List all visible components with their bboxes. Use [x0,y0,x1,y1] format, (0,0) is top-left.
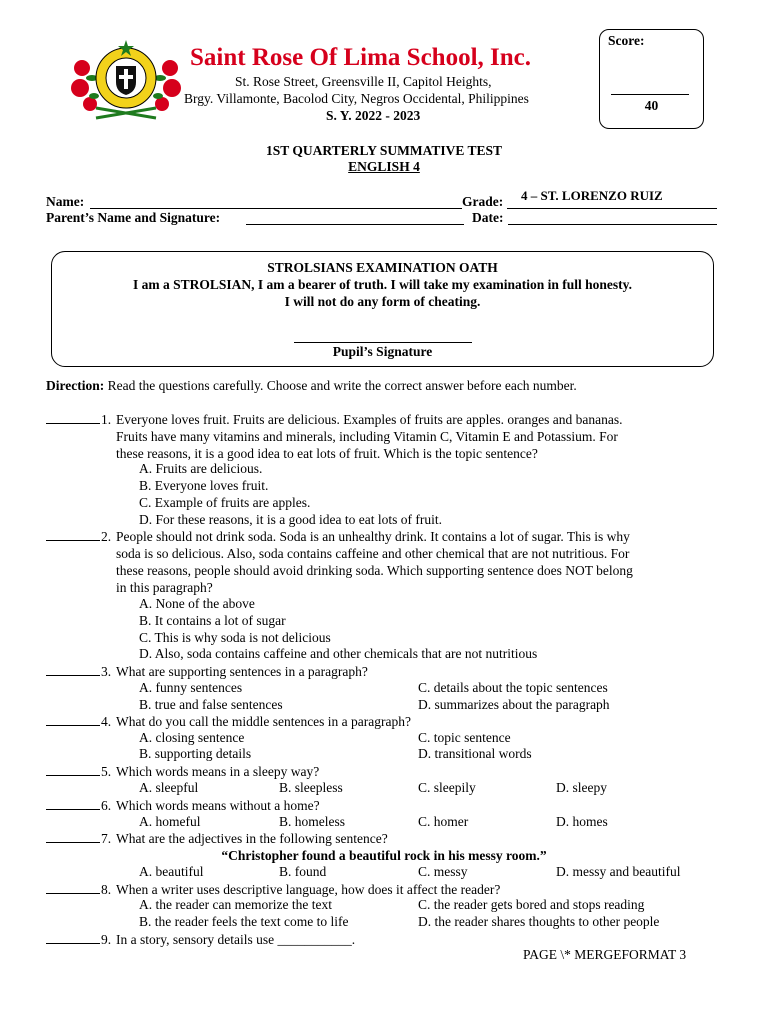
question-text-line: In a story, sensory details use ___________. [116,932,356,947]
date-label: Date: [472,210,504,225]
question-text-line: When a writer uses descriptive language, how does it affect the reader? [116,882,501,897]
question-number: 9. [101,932,112,947]
answer-option: A. sleepful [139,780,199,795]
question-1 [46,411,111,428]
question-text-line: Everyone loves fruit. Fruits are delicious. Examples of fruits are apples. oranges and bananas. [116,412,623,427]
question-text-line: People should not drink soda. Soda is an unhealthy drink. It contains a lot of sugar. This is why [116,529,630,544]
answer-option: A. the reader can memorize the text [139,897,333,912]
answer-option: C. sleepily [418,780,476,795]
test-subject-text: ENGLISH 4 [348,159,420,174]
question-text-line: Which words means in a sleepy way? [116,764,320,779]
test-title: 1ST QUARTERLY SUMMATIVE TEST [266,143,502,158]
pupil-signature-line[interactable] [294,342,472,343]
direction [46,377,577,394]
question-text-line: Which words means without a home? [116,798,320,813]
address-line-2: Brgy. Villamonte, Bacolod City, Negros Occidental, Philippines [184,91,529,106]
parent-signature-field[interactable] [246,210,464,225]
question-text-line: these reasons, people should avoid drinking soda. Which supporting sentence does NOT belong [116,563,633,578]
question-text-line: What are supporting sentences in a paragraph? [116,664,368,679]
name-label: Name: [46,194,85,209]
grade-label: Grade: [462,194,504,209]
score-box [599,29,704,129]
question-text-line: in this paragraph? [116,580,213,595]
question-number: 6. [101,798,112,813]
direction-text: Read the questions carefully. Choose and write the correct answer before each number. [104,378,577,393]
address-line-1: St. Rose Street, Greensville II, Capitol Heights, [235,74,492,89]
school-year: S. Y. 2022 - 2023 [326,108,421,123]
school-logo [70,38,182,122]
answer-blank[interactable] [46,763,100,776]
answer-option: C. details about the topic sentences [418,680,608,695]
question-9 [46,931,111,948]
score-total: 40 [644,98,659,113]
examination-oath-box [51,251,714,367]
answer-blank[interactable] [46,713,100,726]
answer-option: B. the reader feels the text come to life [139,914,349,929]
grade-value: 4 – ST. LORENZO RUIZ [521,188,663,203]
question-text-line: What are the adjectives in the following sentence? [116,831,388,846]
oath-line-1: I am a STROLSIAN, I am a bearer of truth. I will take my examination in full honesty. [132,277,633,292]
question-quote: “Christopher found a beautiful rock in his messy room.” [221,848,547,863]
question-number: 1. [101,412,112,427]
parent-signature-label: Parent’s Name and Signature: [46,210,221,225]
answer-option: C. homer [418,814,469,829]
question-6 [46,797,111,814]
date-field[interactable] [508,210,717,225]
question-5 [46,763,111,780]
answer-blank[interactable] [46,931,100,944]
question-8 [46,881,111,898]
answer-option: A. Fruits are delicious. [139,461,263,476]
question-7 [46,830,111,847]
score-line [611,94,689,95]
name-field[interactable] [90,194,462,209]
answer-option: B. true and false sentences [139,697,283,712]
answer-option: D. For these reasons, it is a good idea to eat lots of fruit. [139,512,442,527]
answer-option: C. This is why soda is not delicious [139,630,331,645]
answer-option: B. Everyone loves fruit. [139,478,269,493]
answer-option: A. homeful [139,814,201,829]
answer-option: C. the reader gets bored and stops reading [418,897,645,912]
question-text-line: Fruits have many vitamins and minerals, including Vitamin C, Vitamin E and Potassium. For [116,429,618,444]
direction-label: Direction: [46,378,105,393]
answer-option: B. sleepless [279,780,343,795]
question-number: 3. [101,664,112,679]
answer-option: A. None of the above [139,596,255,611]
score-label: Score: [608,33,645,48]
answer-blank[interactable] [46,411,100,424]
question-text-line: these reasons, it is a good idea to eat lots of fruit. Which is the topic sentence? [116,446,538,461]
answer-option: B. It contains a lot of sugar [139,613,286,628]
answer-blank[interactable] [46,881,100,894]
test-subject [0,159,768,175]
school-name: Saint Rose Of Lima School, Inc. [190,44,532,71]
answer-option: D. sleepy [556,780,607,795]
question-number: 5. [101,764,112,779]
answer-option: B. supporting details [139,746,252,761]
question-text-line: soda is so delicious. Also, soda contains caffeine and other chemical that are not nutritious. For [116,546,630,561]
school-seal-icon [70,38,182,122]
answer-option: C. messy [418,864,468,879]
answer-option: A. closing sentence [139,730,245,745]
question-number: 8. [101,882,112,897]
question-number: 4. [101,714,112,729]
answer-option: D. messy and beautiful [556,864,681,879]
answer-blank[interactable] [46,830,100,843]
answer-option: D. homes [556,814,608,829]
question-number: 7. [101,831,112,846]
answer-blank[interactable] [46,663,100,676]
answer-option: D. the reader shares thoughts to other people [418,914,660,929]
oath-title: STROLSIANS EXAMINATION OATH [267,260,498,275]
answer-option: A. funny sentences [139,680,243,695]
page-footer: PAGE \* MERGEFORMAT 3 [523,947,687,962]
answer-option: C. topic sentence [418,730,511,745]
answer-option: D. summarizes about the paragraph [418,697,610,712]
answer-blank[interactable] [46,528,100,541]
oath-line-2: I will not do any form of cheating. [284,294,481,309]
answer-option: B. homeless [279,814,345,829]
question-3 [46,663,111,680]
answer-option: D. transitional words [418,746,532,761]
answer-option: A. beautiful [139,864,204,879]
answer-blank[interactable] [46,797,100,810]
question-number: 2. [101,529,112,544]
answer-option: D. Also, soda contains caffeine and other chemicals that are not nutritious [139,646,538,661]
question-2 [46,528,111,545]
question-4 [46,713,111,730]
answer-option: B. found [279,864,327,879]
pupil-signature-label: Pupil’s Signature [332,344,433,359]
question-text-line: What do you call the middle sentences in a paragraph? [116,714,412,729]
answer-option: C. Example of fruits are apples. [139,495,311,510]
